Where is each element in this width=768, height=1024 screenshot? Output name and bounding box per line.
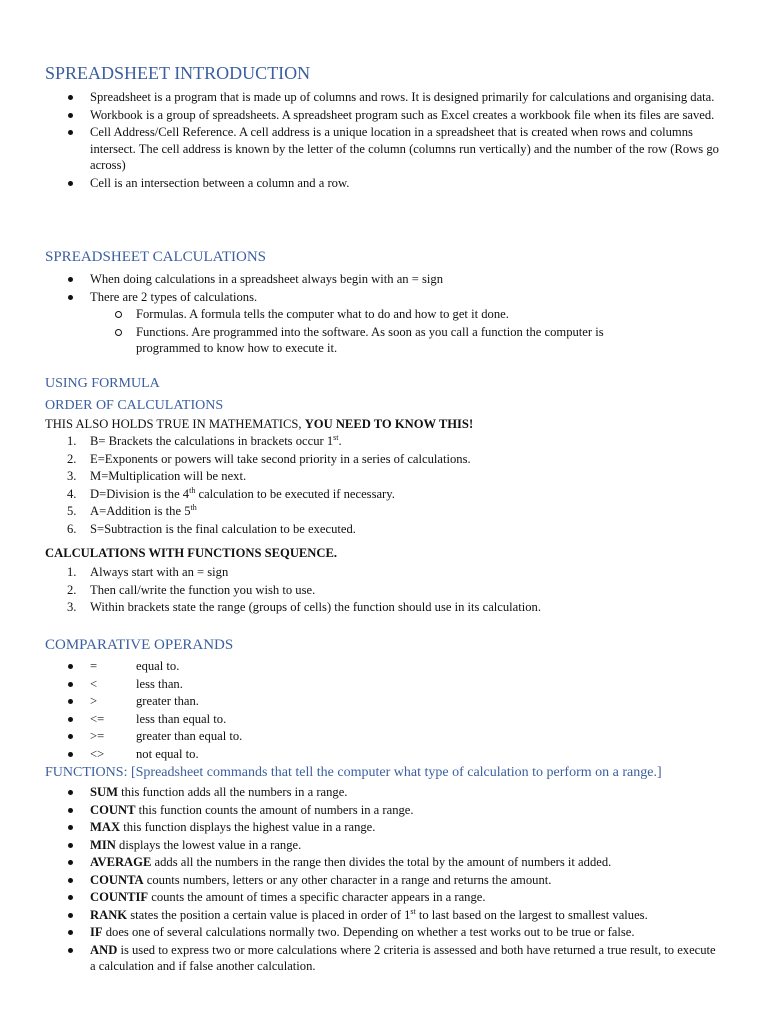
- bullet-icon: [68, 717, 73, 722]
- calculations-list: [0, 271, 720, 358]
- calculations-title: SPREADSHEET CALCULATIONS: [45, 249, 266, 265]
- list-item: MAX this function displays the highest value in a range.: [0, 819, 720, 836]
- bullet-icon: [68, 113, 73, 118]
- bullet-icon: [68, 825, 73, 830]
- order-title: ORDER OF CALCULATIONS: [45, 398, 224, 413]
- list-item: 2. Then call/write the function you wish to use.: [67, 582, 316, 597]
- list-item: Workbook is a group of spreadsheets. A spreadsheet program such as Excel creates a workbook file when its files are saved.: [0, 107, 720, 124]
- operands-list: [0, 658, 720, 763]
- list-item: <> not equal to.: [0, 746, 720, 763]
- bullet-icon: [68, 930, 73, 935]
- bullet-icon: [68, 948, 73, 953]
- list-item: Spreadsheet is a program that is made up of columns and rows. It is designed primarily for calculations and organising data.: [0, 89, 720, 106]
- list-item: 3. Within brackets state the range (groups of cells) the function should use in its calculation.: [67, 600, 541, 614]
- list-item: MIN displays the lowest value in a range.: [0, 837, 720, 854]
- bullet-icon: [68, 790, 73, 795]
- list-item: There are 2 types of calculations.: [0, 289, 720, 306]
- bullet-icon: [68, 295, 73, 300]
- functions-sequence-list: [0, 564, 720, 617]
- bullet-icon: [68, 181, 73, 186]
- bullet-icon: [68, 752, 73, 757]
- using-formula-title: USING FORMULA: [45, 376, 160, 391]
- circle-bullet-icon: [115, 311, 122, 318]
- list-item: 3. M=Multiplication will be next.: [67, 469, 247, 483]
- functions-title: FUNCTIONS: [Spreadsheet commands that tell the computer what type of calculation to perform on a range.]: [45, 765, 662, 780]
- list-item: SUM this function adds all the numbers in a range.: [0, 784, 720, 801]
- list-item: COUNTIF counts the amount of times a specific character appears in a range.: [0, 889, 720, 906]
- sub-list-item: Formulas. A formula tells the computer what to do and how to get it done.: [0, 306, 666, 323]
- bullet-icon: [68, 277, 73, 282]
- bullet-icon: [68, 664, 73, 669]
- list-item: 1. Always start with an = sign: [67, 565, 229, 579]
- bullet-icon: [68, 734, 73, 739]
- list-item: Cell is an intersection between a column and a row.: [0, 175, 720, 192]
- list-item: 6. S=Subtraction is the final calculation to be executed.: [67, 521, 356, 536]
- bullet-icon: [68, 130, 73, 135]
- intro-list: [0, 89, 720, 192]
- order-intro: THIS ALSO HOLDS TRUE IN MATHEMATICS, YOU NEED TO KNOW THIS!: [45, 417, 474, 431]
- bullet-icon: [68, 913, 73, 918]
- list-item: AVERAGE adds all the numbers in the range then divides the total by the amount of numbers it added.: [0, 854, 720, 871]
- bullet-icon: [68, 95, 73, 100]
- list-item: IF does one of several calculations normally two. Depending on whether a test works out to be true or false.: [0, 924, 720, 941]
- list-item: < less than.: [0, 676, 720, 693]
- bullet-icon: [68, 808, 73, 813]
- functions-sequence-title: CALCULATIONS WITH FUNCTIONS SEQUENCE.: [45, 546, 338, 560]
- bullet-icon: [68, 860, 73, 865]
- circle-bullet-icon: [115, 329, 122, 336]
- list-item: Cell Address/Cell Reference. A cell address is a unique location in a spreadsheet that is created when rows and columns intersect. The cell address is known by the letter of the column (columns run vertically) and the number of the row (Rows go across): [0, 124, 720, 174]
- intro-title: SPREADSHEET INTRODUCTION: [45, 63, 311, 83]
- bullet-icon: [68, 843, 73, 848]
- bullet-icon: [68, 878, 73, 883]
- list-item: 1. B= Brackets the calculations in brackets occur 1st.: [67, 432, 342, 448]
- list-item: When doing calculations in a spreadsheet always begin with an = sign: [0, 271, 720, 288]
- bullet-icon: [68, 895, 73, 900]
- order-list: [0, 433, 720, 538]
- sub-list-item: Functions. Are programmed into the software. As soon as you call a function the computer is programmed to know how to execute it.: [0, 324, 666, 357]
- list-item: <= less than equal to.: [0, 711, 720, 728]
- list-item: 5. A=Addition is the 5th: [67, 502, 197, 518]
- list-item: > greater than.: [0, 693, 720, 710]
- list-item: 4. D=Division is the 4th calculation to be executed if necessary.: [67, 485, 395, 501]
- list-item: AND is used to express two or more calculations where 2 criteria is assessed and both have returned a true result, to execute a calculation and if false another calculation.: [0, 942, 720, 975]
- list-item: 2. E=Exponents or powers will take second priority in a series of calculations.: [67, 451, 471, 466]
- functions-list: [0, 784, 720, 976]
- list-item: >= greater than equal to.: [0, 728, 720, 745]
- list-item: = equal to.: [0, 658, 720, 675]
- list-item: COUNTA counts numbers, letters or any other character in a range and returns the amount.: [0, 872, 720, 889]
- bullet-icon: [68, 682, 73, 687]
- bullet-icon: [68, 699, 73, 704]
- list-item: RANK states the position a certain value is placed in order of 1st to last based on the largest to smallest values.: [0, 907, 720, 924]
- operands-title: COMPARATIVE OPERANDS: [45, 637, 234, 653]
- list-item: COUNT this function counts the amount of numbers in a range.: [0, 802, 720, 819]
